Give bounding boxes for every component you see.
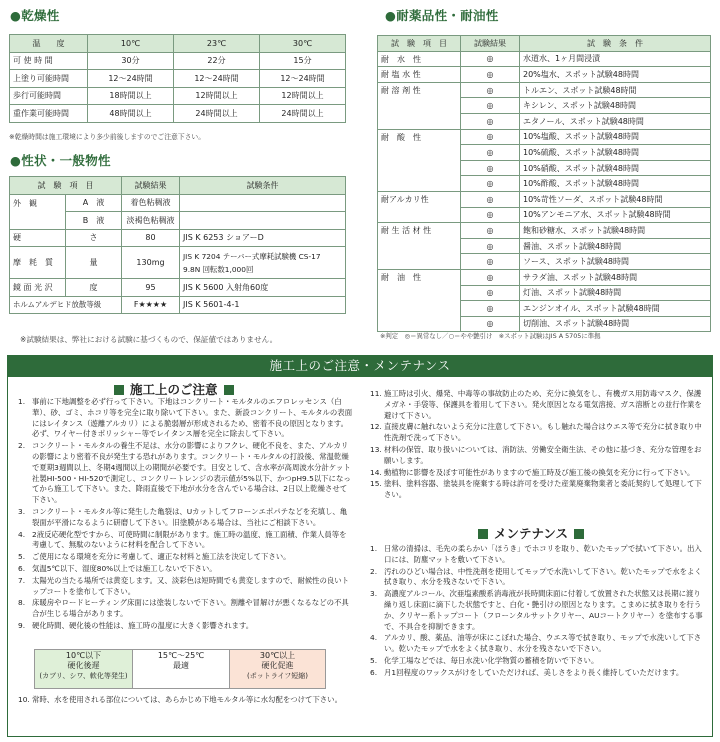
cond-cell: 水道水、1ヶ月間浸漬 xyxy=(520,51,711,67)
drying-title: ●乾燥性 xyxy=(10,8,60,23)
row-label: 歩行可能時間 xyxy=(10,87,88,105)
header-10c: 10℃ xyxy=(88,35,174,53)
header-temp: 温 度 xyxy=(10,35,88,53)
item-text: 事前に下地調整を必ず行って下さい。下地はコンクリート・モルタルのエフロレッセンス（白華）、砂、ゴミ、ホコリ等を完全に取り除いて下さい。また、新設コンクリート、モルタルの表面にはレイタンス（遊離アルカリ）による脆弱層が形成されるため、密着不良の原因となります。必ず、ワイヤー付きポリッシャー等でレイタンス層を完全に除去して下さい。 xyxy=(32,397,353,439)
list-item xyxy=(370,468,705,479)
table-row xyxy=(378,82,711,98)
list-item xyxy=(370,389,705,421)
cond-cell: エンジンオイル、スポット試験48時間 xyxy=(520,301,711,317)
caution-subheading-label: 施工上のご注意 xyxy=(130,382,218,397)
maint-subheading xyxy=(472,524,590,542)
cell: 12〜24時間 xyxy=(260,70,346,88)
row-sublabel: 量 xyxy=(66,247,122,279)
row-label: 耐アルカリ性 xyxy=(378,191,461,222)
result-cell: ◎ xyxy=(461,207,520,223)
chem-title: ●耐薬品性・耐油性 xyxy=(385,8,499,23)
list-item xyxy=(370,668,705,679)
table-row xyxy=(378,51,711,67)
item-text: 高濃度アルコール、次亜塩素酸系消毒液が長時間床面に付着して放置された状態又は長期に渡り繰り返し床面に滴下した状態ですと、白化・艶引けの原因となります。こまめに拭き取りを行うか、クリヤー系トップコート（フローンタルサットクリヤー、AUコートクリヤー）を塗布する事で、不具合を抑制できます。 xyxy=(384,589,703,631)
item-number: 4. xyxy=(18,529,26,539)
cell: 12時間以上 xyxy=(260,87,346,105)
table-header-row xyxy=(378,36,711,52)
row-sublabel: 度 xyxy=(66,279,122,297)
result-cell: ◎ xyxy=(461,269,520,285)
item-number: 9. xyxy=(18,620,26,630)
table-row xyxy=(10,52,346,70)
list-item xyxy=(370,589,705,632)
item-text: 太陽光の当たる場所では黄変します。又、淡彩色は短時間でも黄変しますので、耐候性の良いトップコートを塗布して下さい。 xyxy=(32,575,350,596)
cell: 80 xyxy=(122,229,180,247)
row-label: ホルムアルデヒド放散等級 xyxy=(10,296,122,314)
result-cell: ◎ xyxy=(461,82,520,98)
item-number: 15. xyxy=(370,479,382,489)
cond-cell: 20%塩水、スポット試験48時間 xyxy=(520,67,711,83)
result-cell: ◎ xyxy=(461,129,520,145)
item-text: アルカリ、酸、薬品、油等が床にこぼれた場合、ウエス等で拭き取り、モップで水洗いして下さい。乾いたモップで水をよく拭き取り、水分を残さないで下さい。 xyxy=(384,633,702,654)
cond-cell: 10%苛性ソーダ、スポット試験48時間 xyxy=(520,191,711,207)
result-cell: ◎ xyxy=(461,160,520,176)
result-cell: ◎ xyxy=(461,238,520,254)
row-label: 耐 塩 水 性 xyxy=(378,67,461,83)
item-text: 気温5℃以下、湿度80%以上では施工しないで下さい。 xyxy=(32,563,217,573)
cell: 48時間以上 xyxy=(88,105,174,123)
cell xyxy=(180,212,346,230)
cond-line-1: JIS K 7204 テーバー式摩耗試験機 CS-17 xyxy=(183,251,321,261)
table-row xyxy=(10,70,346,88)
row-sublabel: B 液 xyxy=(66,212,122,230)
item-number: 6. xyxy=(370,667,378,677)
row-label: 可 使 時 間 xyxy=(10,52,88,70)
row-label: 耐 溶 剤 性 xyxy=(378,82,461,129)
header-30c: 30℃ xyxy=(260,35,346,53)
list-item xyxy=(18,695,353,706)
cond-cell: サラダ油、スポット試験48時間 xyxy=(520,269,711,285)
cond-cell: 飽和砂糖水、スポット試験48時間 xyxy=(520,223,711,239)
table-header-row xyxy=(10,177,346,195)
table-row xyxy=(10,87,346,105)
cell: 24時間以上 xyxy=(260,105,346,123)
item-number: 2. xyxy=(18,441,26,451)
props-note: ※試験結果は、弊社における試験に基づくもので、保証値ではありません。 xyxy=(20,335,278,344)
temp-head: 30℃以上 xyxy=(259,651,296,660)
list-item xyxy=(370,544,705,566)
cond-cell: ソース、スポット試験48時間 xyxy=(520,254,711,270)
item-number: 14. xyxy=(370,467,382,477)
item-text: コンクリート・モルタル等に発生した亀裂は、Uカットしてフローンエポパテなどを充填し、亀裂面が平滑になるように研磨して下さい。旧塗膜がある場合は、当社にご相談下さい。 xyxy=(32,506,348,527)
list-item xyxy=(370,422,705,444)
result-cell: ◎ xyxy=(461,191,520,207)
cell: 着色粘稠液 xyxy=(122,194,180,212)
temp-table xyxy=(34,649,326,689)
item-number: 4. xyxy=(370,633,378,643)
row-label: 耐 酸 性 xyxy=(378,129,461,191)
row-label: 耐 油 性 xyxy=(378,269,461,331)
item-text: 直接皮膚に触れないよう充分に注意して下さい。もし触れた場合はウエス等で充分に拭き取り中性洗剤で洗って下さい。 xyxy=(384,422,702,443)
cell: JIS K 5601-4-1 xyxy=(180,296,346,314)
square-icon xyxy=(114,385,124,395)
temp-detail: (カブリ、シワ、軟化等発生) xyxy=(39,672,128,680)
cond-cell: キシレン、スポット試験48時間 xyxy=(520,98,711,114)
header-result: 試験結果 xyxy=(122,177,180,195)
item-text: 常時、水を使用される部位については、あらかじめ下地モルタル等に水勾配をつけて下さい。 xyxy=(32,695,342,704)
row-sublabel: さ xyxy=(66,229,122,247)
row-label: 上塗り可能時間 xyxy=(10,70,88,88)
cell: 12〜24時間 xyxy=(88,70,174,88)
item-text: コンクリート・モルタルの養生不足は、水分の影響によりフクレ、硬化不良を、また、アルカリの影響により密着不良が発生する恐れがあります。コンクリート・モルタルの打設後、常温乾燥で夏期3週間以上、冬期4週間以上の期間が必要です。目安として、含水率が高周波水分計ケット社製HI-500・HI-520で測定し、コンクリートレンジの表示値が5%以下、かつpH9.5以下になってから施工して下さい。また、降雨直後で下地が水分を含んでいる場合は、2日以上乾燥させて下さい。 xyxy=(32,441,351,505)
cell xyxy=(180,247,346,279)
square-icon xyxy=(574,529,584,539)
list-item xyxy=(18,397,353,440)
cond-cell: トルエン、スポット試験48時間 xyxy=(520,82,711,98)
caution-band: 施工上のご注意・メンテナンス xyxy=(7,355,713,377)
square-icon xyxy=(224,385,234,395)
cond-cell: 切削油、スポット試験48時間 xyxy=(520,316,711,332)
props-title: ●性状・一般物性 xyxy=(10,153,111,168)
item-number: 11. xyxy=(370,389,382,398)
cell: 15分 xyxy=(260,52,346,70)
row-label: 重作業可能時間 xyxy=(10,105,88,123)
caution-item-10 xyxy=(18,695,353,707)
result-cell: ◎ xyxy=(461,98,520,114)
cell xyxy=(180,194,346,212)
drying-note: ※乾燥時間は施工環境により多少前後しますのでご注意下さい。 xyxy=(9,133,206,141)
cell: 95 xyxy=(122,279,180,297)
item-number: 5. xyxy=(18,552,26,562)
row-label: 耐 生 活 材 性 xyxy=(378,223,461,270)
row-label: 硬 xyxy=(10,229,66,247)
list-item xyxy=(370,656,705,667)
temp-head: 15℃〜25℃ xyxy=(157,651,205,660)
maint-subheading-label: メンテナンス xyxy=(494,526,569,541)
item-text: 汚れのひどい場合は、中性洗剤を使用してモップで水洗いして下さい。乾いたモップで水をよく拭き取り、水分を残さないで下さい。 xyxy=(384,566,702,587)
item-text: 塗料、塗料容器、塗装具を廃棄する時は許可を受けた産業廃棄物業者と委託契約して処理して下さい。 xyxy=(384,479,702,500)
temp-column xyxy=(132,650,229,688)
cell: 30分 xyxy=(88,52,174,70)
caution-list xyxy=(18,397,353,633)
cond-cell: 10%酢酸、スポット試験48時間 xyxy=(520,176,711,192)
temp-column xyxy=(35,650,132,688)
maint-list xyxy=(370,544,705,680)
cell: 12時間以上 xyxy=(174,87,260,105)
cell: JIS K 5600 入射角60度 xyxy=(180,279,346,297)
row-label xyxy=(10,212,66,230)
item-text: ご使用になる環境を充分に考慮して、適正な材料と施工法を決定して下さい。 xyxy=(32,552,291,562)
row-label: 鏡 面 光 沢 xyxy=(10,279,66,297)
cell: F★★★★ xyxy=(122,296,180,314)
table-row xyxy=(10,212,346,230)
item-text: 床暖房やロードヒーティング床面には塗装しないで下さい。割離や冒解けが悪くなるなどの不具合が生じる場合があります。 xyxy=(32,598,349,619)
table-row xyxy=(10,279,346,297)
item-number: 10. xyxy=(18,695,30,704)
cell: 22分 xyxy=(174,52,260,70)
temp-column xyxy=(229,650,325,688)
item-text: 施工時は引火、爆発、中毒等の事故防止のため、充分に換気をし、有機ガス用防毒マスク、保護メガネ・手袋等、保護具を着用して下さい。発火原因となる電気溶接、ガス溶断との並行作業を避けて下さい。 xyxy=(384,389,702,420)
cell: JIS K 6253 ショアーD xyxy=(180,229,346,247)
temp-detail: (ポットライフ短縮) xyxy=(246,672,309,680)
list-item xyxy=(370,567,705,589)
item-number: 3. xyxy=(18,506,26,516)
list-item xyxy=(18,441,353,506)
item-number: 1. xyxy=(370,544,378,553)
item-number: 1. xyxy=(18,397,26,406)
header-cond: 試験条件 xyxy=(180,177,346,195)
item-number: 5. xyxy=(370,655,378,665)
result-cell: ◎ xyxy=(461,285,520,301)
header-1: 試験結果 xyxy=(461,36,520,52)
item-number: 7. xyxy=(18,575,26,585)
cond-cell: 10%硝酸、スポット試験48時間 xyxy=(520,160,711,176)
table-row xyxy=(378,223,711,239)
cond-cell: 10%アンモニア水、スポット試験48時間 xyxy=(520,207,711,223)
temp-effect: 硬化促進 xyxy=(261,661,294,670)
drying-table xyxy=(9,34,346,123)
result-cell: ◎ xyxy=(461,316,520,332)
item-text: 化学工場などでは、毎日水洗い化学物質の蓄積を防いで下さい。 xyxy=(384,655,599,665)
item-text: 硬化時間、硬化後の性能は、施工時の温度に大きく影響されます。 xyxy=(32,620,254,630)
cond-line-2: 9.8N 回転数1,000回 xyxy=(183,264,254,274)
list-item xyxy=(18,621,353,632)
item-number: 12. xyxy=(370,422,382,432)
header-0: 試 験 項 目 xyxy=(378,36,461,52)
item-number: 13. xyxy=(370,444,382,454)
cond-cell: 醤油、スポット試験48時間 xyxy=(520,238,711,254)
caution-subheading xyxy=(108,380,240,398)
result-cell: ◎ xyxy=(461,67,520,83)
table-row xyxy=(10,105,346,123)
chem-table xyxy=(377,35,711,332)
temp-effect: 最適 xyxy=(173,661,189,670)
table-row xyxy=(378,269,711,285)
cell: 18時間以上 xyxy=(88,87,174,105)
table-row xyxy=(10,194,346,212)
item-text: 動植物に影響を及ぼす可能性がありますので施工時及び施工後の換気を充分に行って下さい。 xyxy=(384,467,695,477)
list-item xyxy=(18,507,353,529)
table-row xyxy=(10,247,346,279)
result-cell: ◎ xyxy=(461,176,520,192)
list-item xyxy=(18,576,353,598)
item-number: 3. xyxy=(370,589,378,599)
temp-effect: 硬化後遅 xyxy=(67,661,100,670)
cond-cell: エタノール、スポット試験48時間 xyxy=(520,113,711,129)
result-cell: ◎ xyxy=(461,223,520,239)
result-cell: ◎ xyxy=(461,51,520,67)
list-item xyxy=(18,530,353,552)
list-item xyxy=(370,479,705,501)
caution-list-right xyxy=(370,389,705,502)
table-row xyxy=(10,229,346,247)
square-icon xyxy=(478,529,488,539)
row-label: 摩 耗 質 xyxy=(10,247,66,279)
item-number: 2. xyxy=(370,566,378,576)
result-cell: ◎ xyxy=(461,254,520,270)
item-number: 8. xyxy=(18,598,26,608)
item-text: 日常の清掃は、毛先の柔らかい「ほうき」でホコリを取り、乾いたモップで拭いて下さい。出入口には、防塵マットを敷いて下さい。 xyxy=(384,544,702,564)
item-number: 6. xyxy=(18,563,26,573)
table-row xyxy=(378,67,711,83)
header-item: 試 験 項 目 xyxy=(10,177,122,195)
item-text: 2液反応硬化型ですから、可使時間に制限があります。施工時の温度、施工面積、作業人員等を考慮して、無駄のないように材料を配合して下さい。 xyxy=(32,529,347,550)
cell: 淡褐色粘稠液 xyxy=(122,212,180,230)
result-cell: ◎ xyxy=(461,145,520,161)
cell: 12〜24時間 xyxy=(174,70,260,88)
result-cell: ◎ xyxy=(461,301,520,317)
table-row xyxy=(378,129,711,145)
row-label: 耐 水 性 xyxy=(378,51,461,67)
table-row xyxy=(378,191,711,207)
header-23c: 23℃ xyxy=(174,35,260,53)
header-2: 試 験 条 件 xyxy=(520,36,711,52)
cond-cell: 灯油、スポット試験48時間 xyxy=(520,285,711,301)
cell: 24時間以上 xyxy=(174,105,260,123)
list-item xyxy=(370,633,705,655)
chem-note: ※判定 ◎＝異常なし／○＝やや艶引け ※スポット試験はJIS A 5705に準拠 xyxy=(380,332,601,340)
cond-cell: 10%塩酸、スポット試験48時間 xyxy=(520,129,711,145)
table-row xyxy=(10,296,346,314)
cell: 130mg xyxy=(122,247,180,279)
temp-head: 10℃以下 xyxy=(65,651,102,660)
item-text: 材料の保管、取り扱いについては、消防法、労働安全衛生法、その他に基づき、充分な管理をお願いします。 xyxy=(384,444,702,465)
list-item xyxy=(18,564,353,575)
row-label: 外 観 xyxy=(10,194,66,212)
table-header-row xyxy=(10,35,346,53)
item-text: 月1回程度のワックスがけをしていただければ、美しさをより長く維持していただけます。 xyxy=(384,667,684,677)
list-item xyxy=(370,445,705,467)
result-cell: ◎ xyxy=(461,113,520,129)
list-item xyxy=(18,552,353,563)
props-table xyxy=(9,176,346,314)
cond-cell: 10%硫酸、スポット試験48時間 xyxy=(520,145,711,161)
list-item xyxy=(18,598,353,620)
row-sublabel: A 液 xyxy=(66,194,122,212)
